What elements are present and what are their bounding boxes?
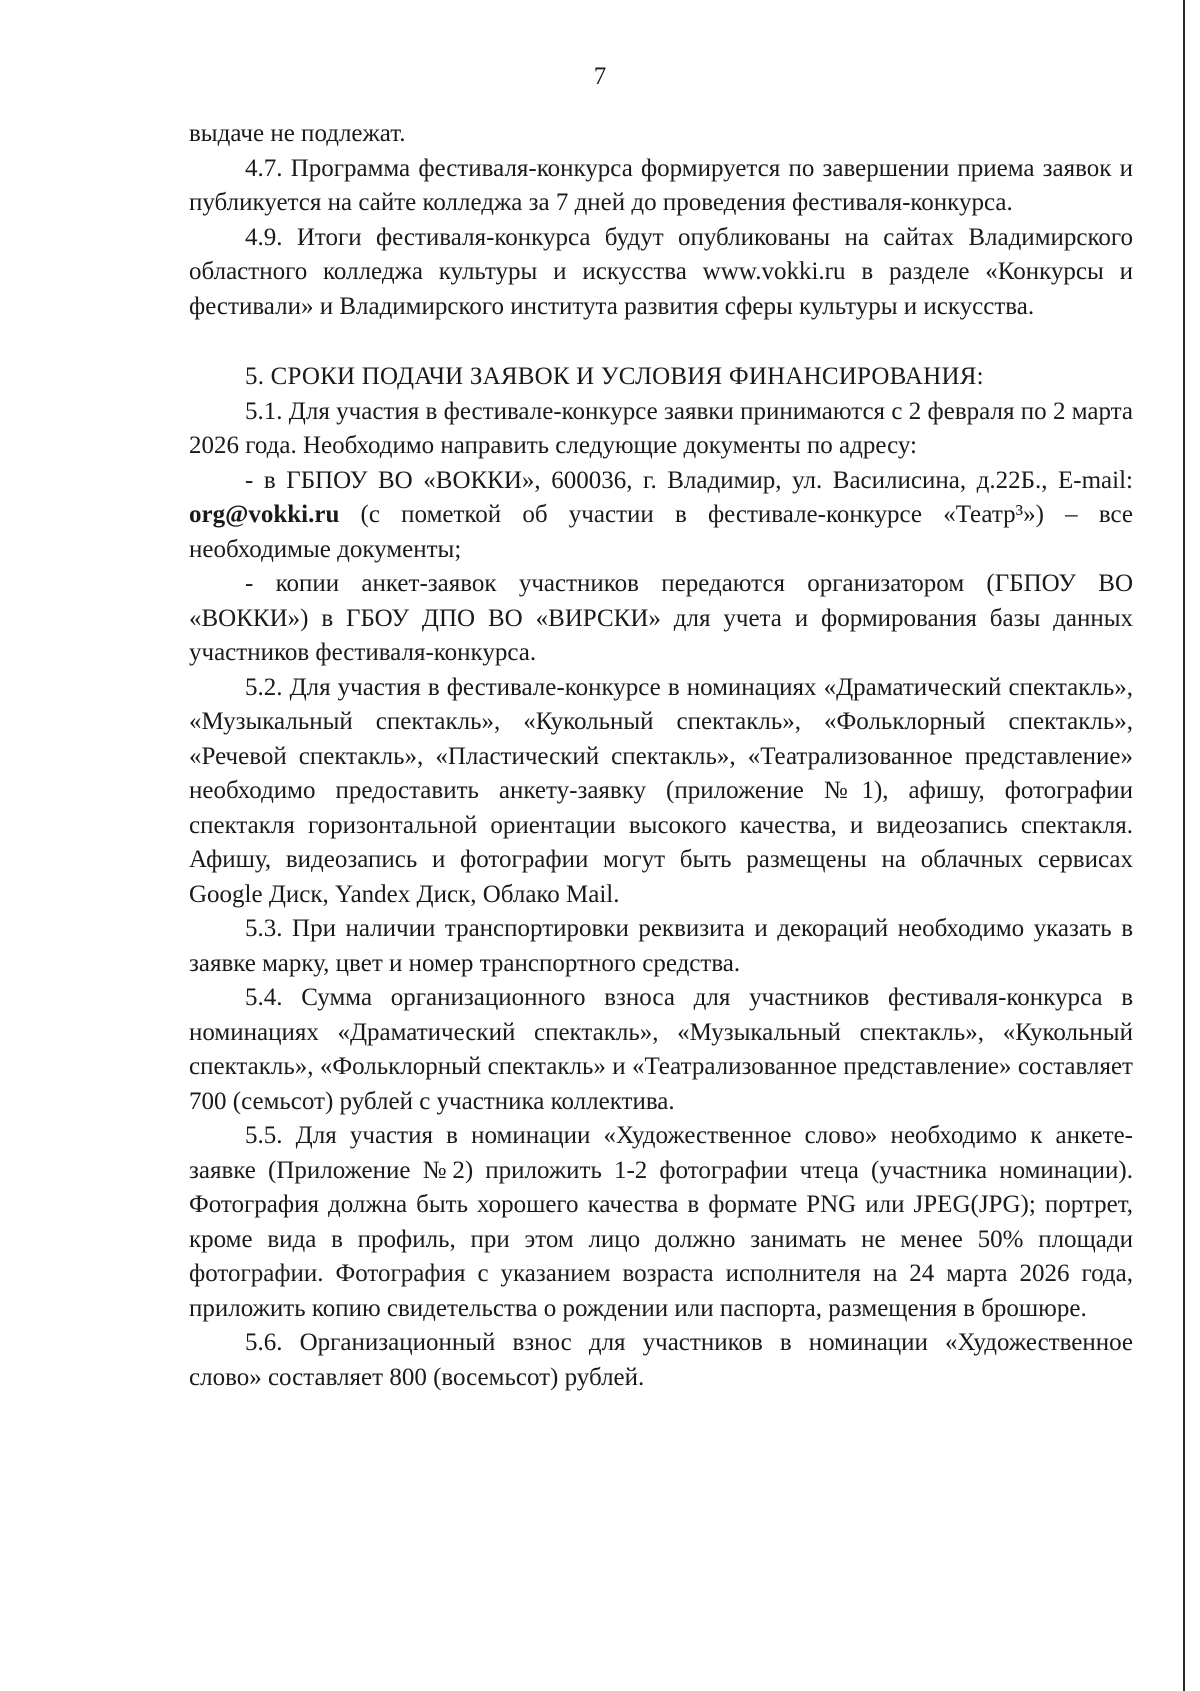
document-body: [189, 117, 1133, 1395]
paragraph-5-1: 5.1. Для участия в фестивале-конкурсе заявки принимаются с 2 февраля по 2 марта 2026 года. Необходимо направить следующие документы по адресу:: [189, 397, 1133, 459]
email-address: org@vokki.ru: [189, 501, 340, 528]
paragraph-5-6: 5.6. Организационный взнос для участников в номинации «Художественное слово» составляет 800 (восемьсот) рублей.: [189, 1329, 1133, 1391]
page-edge-line: [1183, 0, 1185, 1691]
page-number: 7: [593, 63, 607, 90]
paragraph-address: [189, 464, 1133, 568]
paragraph-5-5: 5.5. Для участия в номинации «Художественное слово» необходимо к анкете-заявке (Приложение №2) приложить 1-2 фотографии чтеца (участника номинации). Фотография должна быть хорошего качества в формате PNG или JPEG(JPG); портрет, кроме вида в профиль, при этом лицо должно занимать не менее 50% площади фотографии. Фотография с указанием возраста исполнителя на 24 марта 2026 года, приложить копию свидетельства о рождении или паспорта, размещения в брошюре.: [189, 1122, 1133, 1322]
paragraph-intro: выдаче не подлежат.: [189, 120, 406, 147]
paragraph-4-9: 4.9. Итоги фестиваля-конкурса будут опубликованы на сайтах Владимирского областного колледжа культуры и искусства www.vokki.ru в разделе «Конкурсы и фестивали» и Владимирского института развития сферы культуры и искусства.: [189, 223, 1133, 320]
paragraph-5-4: 5.4. Сумма организационного взноса для участников фестиваля-конкурса в номинациях «Драматический спектакль», «Музыкальный спектакль», «Кукольный спектакль», «Фольклорный спектакль» и «Театрализованное представление» составляет 700 (семьсот) рублей с участника коллектива.: [189, 984, 1133, 1115]
paragraph-5-2: 5.2. Для участия в фестивале-конкурсе в номинациях «Драматический спектакль», «Музыкальный спектакль», «Кукольный спектакль», «Фольклорный спектакль», «Речевой спектакль», «Пластический спектакль», «Театрализованное представление» необходимо предоставить анкету-заявку (приложение №1), афишу, фотографии спектакля горизонтальной ориентации высокого качества, и видеозапись спектакля. Афишу, видеозапись и фотографии могут быть размещены на облачных сервисах Google Диск, Yandex Диск, Облако Mail.: [189, 673, 1133, 908]
section-heading-5: 5. СРОКИ ПОДАЧИ ЗАЯВОК И УСЛОВИЯ ФИНАНСИРОВАНИЯ:: [245, 363, 984, 390]
address-note: (с пометкой об участии в фестивале-конкурсе «Театр³») – все необходимые документы;: [189, 501, 1133, 563]
paragraph-5-3: 5.3. При наличии транспортировки реквизита и декораций необходимо указать в заявке марку, цвет и номер транспортного средства.: [189, 915, 1133, 977]
paragraph-4-7: 4.7. Программа фестиваля-конкурса формируется по завершении приема заявок и публикуется на сайте колледжа за 7 дней до проведения фестиваля-конкурса.: [189, 154, 1133, 216]
paragraph-copies: - копии анкет-заявок участников передаются организатором (ГБПОУ ВО «ВОККИ») в ГБОУ ДПО ВО «ВИРСКИ» для учета и формирования базы данных участников фестиваля-конкурса.: [189, 570, 1133, 666]
address-text: - в ГБПОУ ВО «ВОККИ», 600036, г. Владимир, ул. Василисина, д.22Б., E-mail:: [245, 466, 1133, 494]
